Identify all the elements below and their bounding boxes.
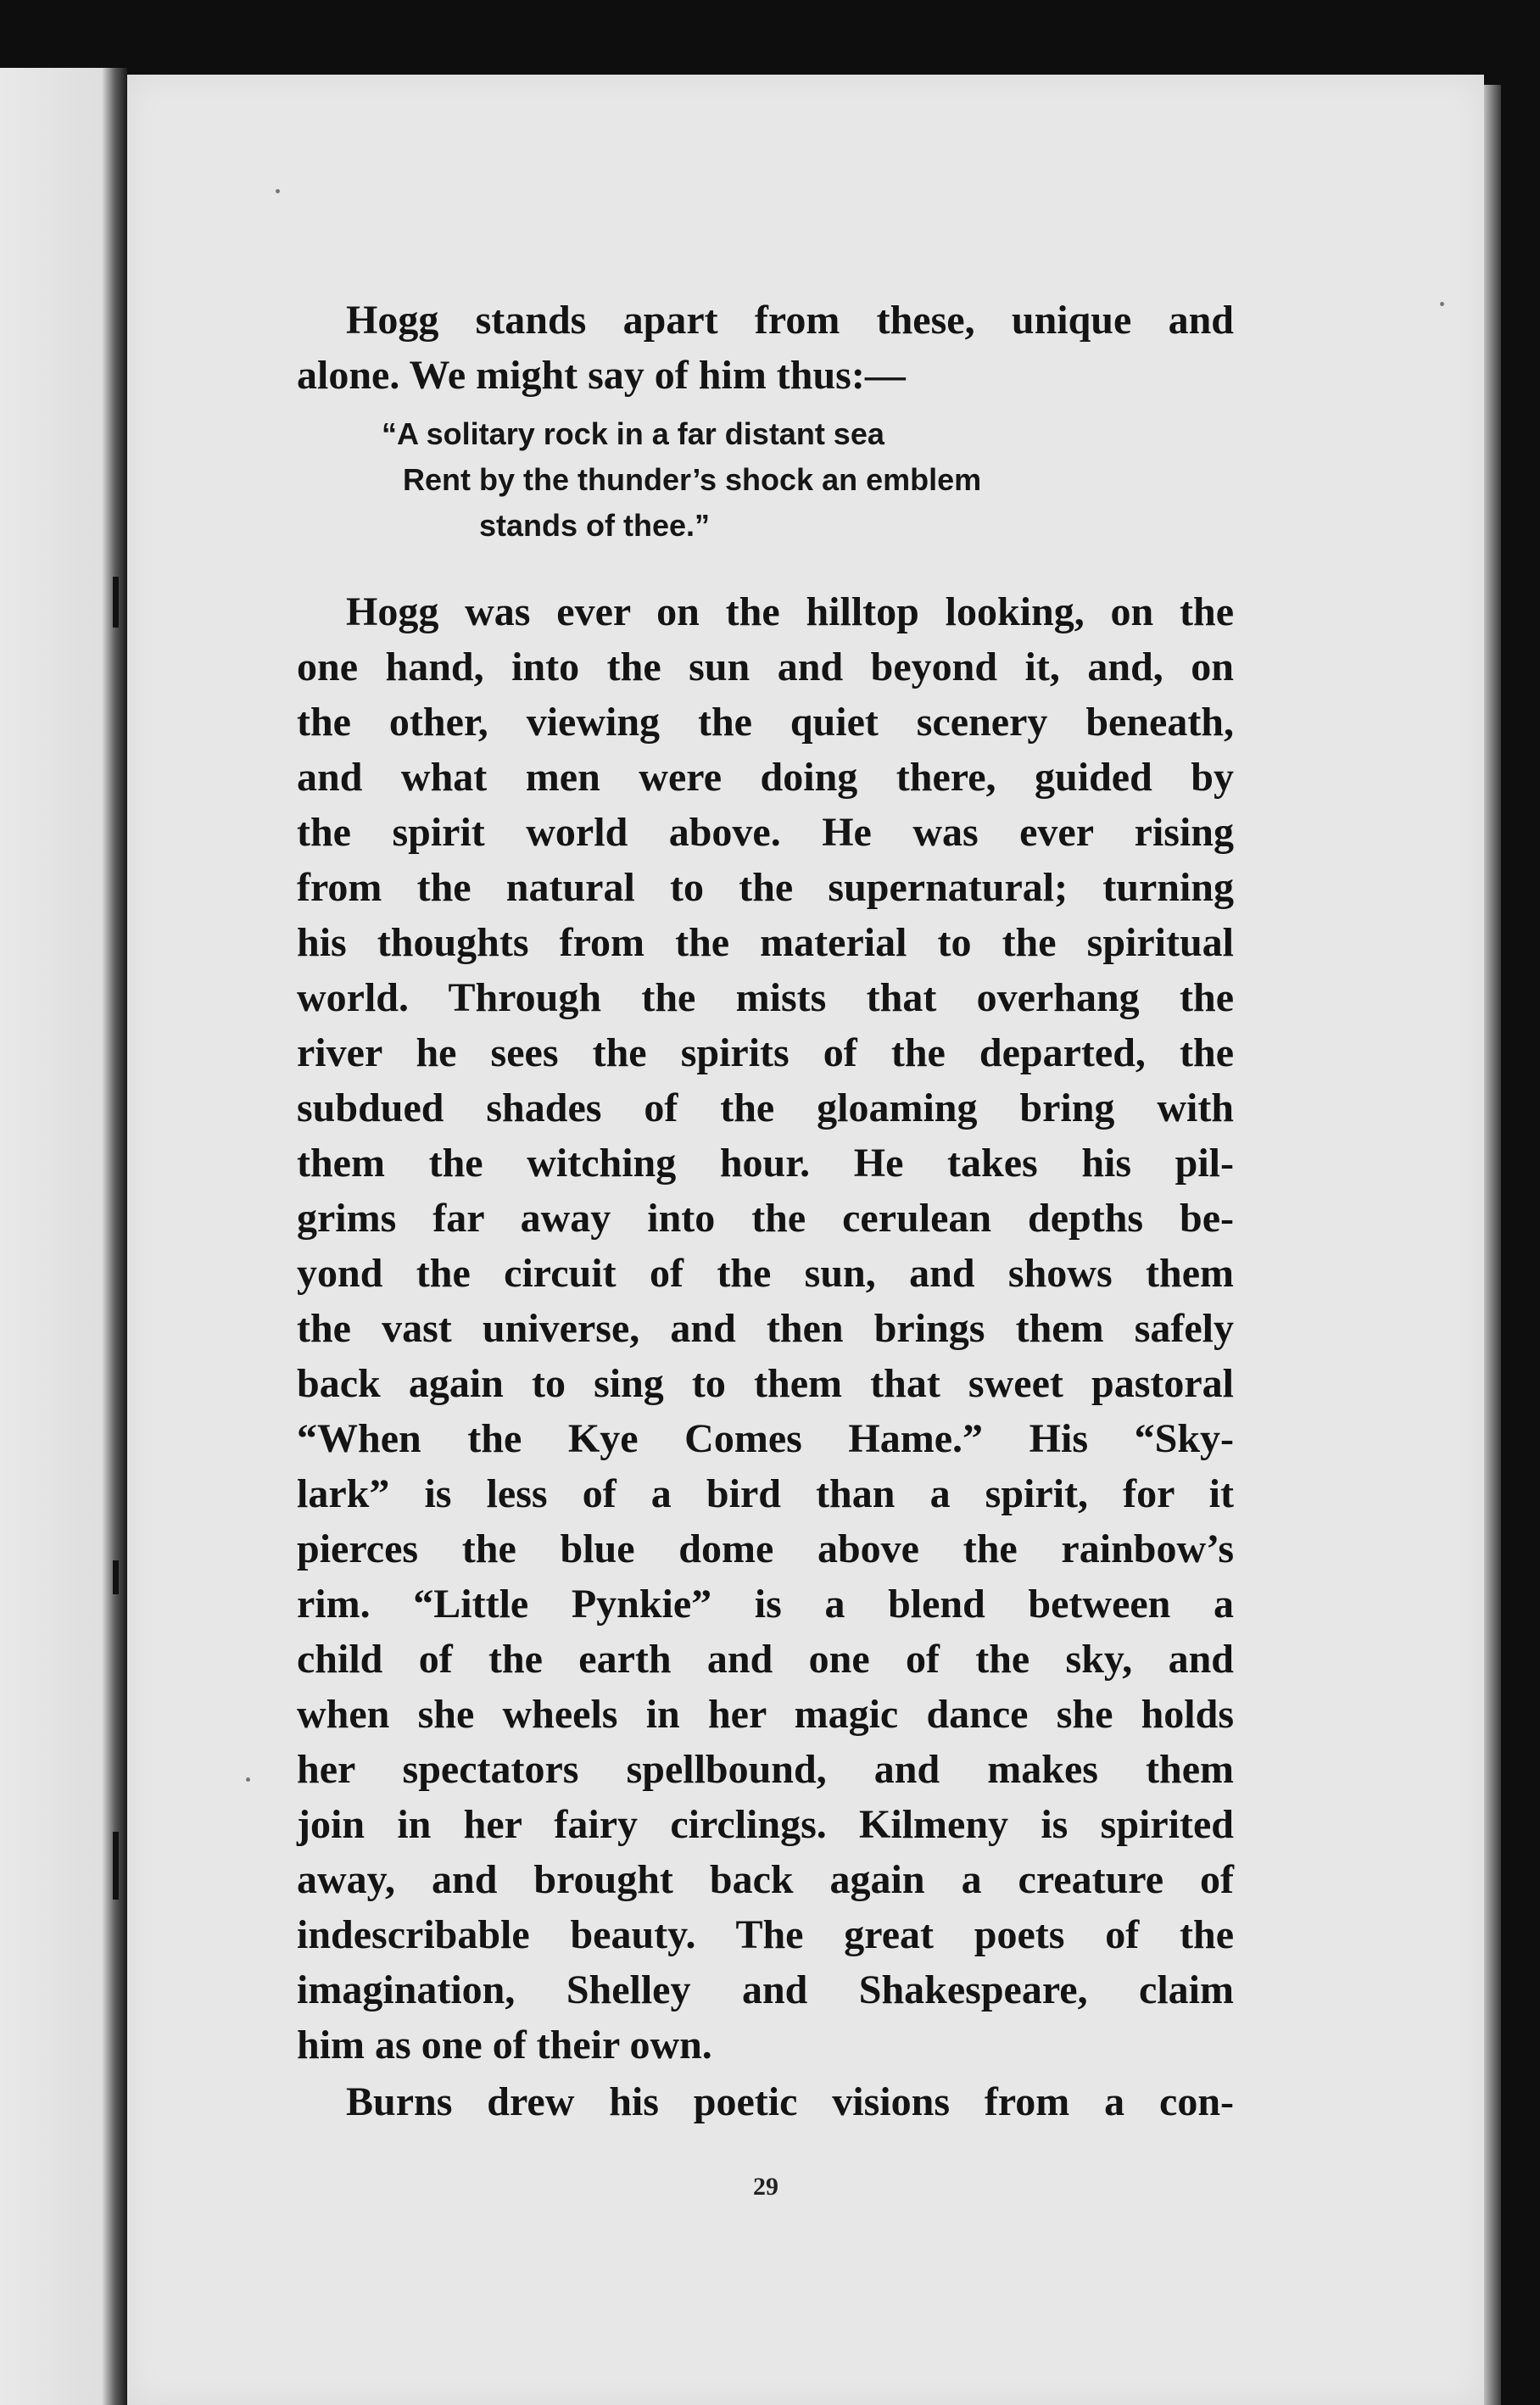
- binding-mark: [113, 1832, 119, 1900]
- text-line: them the witching hour. He takes his pil-: [297, 1141, 1234, 1186]
- paragraph-3: [297, 2074, 1234, 2129]
- page-right-edge: [1484, 85, 1501, 2405]
- text-line: subdued shades of the gloaming bring with: [297, 1085, 1234, 1130]
- text-line: river he sees the spirits of the departed, the: [297, 1030, 1234, 1075]
- text-line: indescribable beauty. The great poets of the: [297, 1912, 1234, 1957]
- binding-mark: [113, 577, 119, 628]
- text-line: world. Through the mists that overhang the: [297, 975, 1234, 1020]
- verse-quote: [297, 411, 1234, 549]
- text-line: Hogg was ever on the hilltop looking, on the: [346, 589, 1234, 634]
- text-line: yond the circuit of the sun, and shows them: [297, 1251, 1234, 1296]
- page-text: [297, 293, 1234, 2129]
- text-line: and what men were doing there, guided by: [297, 755, 1234, 800]
- text-line: the vast universe, and then brings them safely: [297, 1306, 1234, 1351]
- text-line: the other, viewing the quiet scenery beneath,: [297, 700, 1234, 745]
- text-line: Hogg stands apart from these, unique and: [346, 298, 1234, 343]
- text-line: from the natural to the supernatural; turning: [297, 865, 1234, 910]
- text-line: the spirit world above. He was ever rising: [297, 810, 1234, 855]
- text-line: back again to sing to them that sweet pastoral: [297, 1361, 1234, 1406]
- text-line: pierces the blue dome above the rainbow’s: [297, 1526, 1234, 1571]
- text-line: her spectators spellbound, and makes them: [297, 1747, 1234, 1792]
- paper-speck: [1440, 302, 1444, 306]
- binding-mark: [113, 1560, 119, 1594]
- text-line: grims far away into the cerulean depths be-: [297, 1196, 1234, 1241]
- verse-line: “A solitary rock in a far distant sea: [382, 416, 884, 451]
- text-line: when she wheels in her magic dance she holds: [297, 1692, 1234, 1737]
- text-line: alone. We might say of him thus:—: [297, 353, 906, 398]
- text-line: rim. “Little Pynkie” is a blend between a: [297, 1582, 1234, 1627]
- facing-page-edge: [0, 68, 127, 2405]
- text-line: “When the Kye Comes Hame.” His “Sky-: [297, 1416, 1234, 1461]
- verse-line: Rent by the thunder’s shock an emblem: [403, 462, 982, 497]
- page-number: 29: [753, 2173, 778, 2201]
- text-line: him as one of their own.: [297, 2023, 712, 2067]
- verse-line: stands of thee.”: [479, 508, 711, 543]
- text-line: imagination, Shelley and Shakespeare, claim: [297, 1967, 1234, 2012]
- text-line: join in her fairy circlings. Kilmeny is spirited: [297, 1802, 1234, 1847]
- text-line: child of the earth and one of the sky, and: [297, 1637, 1234, 1682]
- text-line: lark” is less of a bird than a spirit, for it: [297, 1471, 1234, 1516]
- paper-speck: [276, 189, 280, 193]
- paragraph-2: [297, 584, 1234, 2073]
- text-line: away, and brought back again a creature of: [297, 1857, 1234, 1902]
- paragraph-1: [297, 293, 1234, 403]
- text-line: his thoughts from the material to the spiritual: [297, 920, 1234, 965]
- text-line: one hand, into the sun and beyond it, and, on: [297, 644, 1234, 689]
- text-line: Burns drew his poetic visions from a con-: [346, 2079, 1234, 2124]
- paper-speck: [246, 1777, 250, 1782]
